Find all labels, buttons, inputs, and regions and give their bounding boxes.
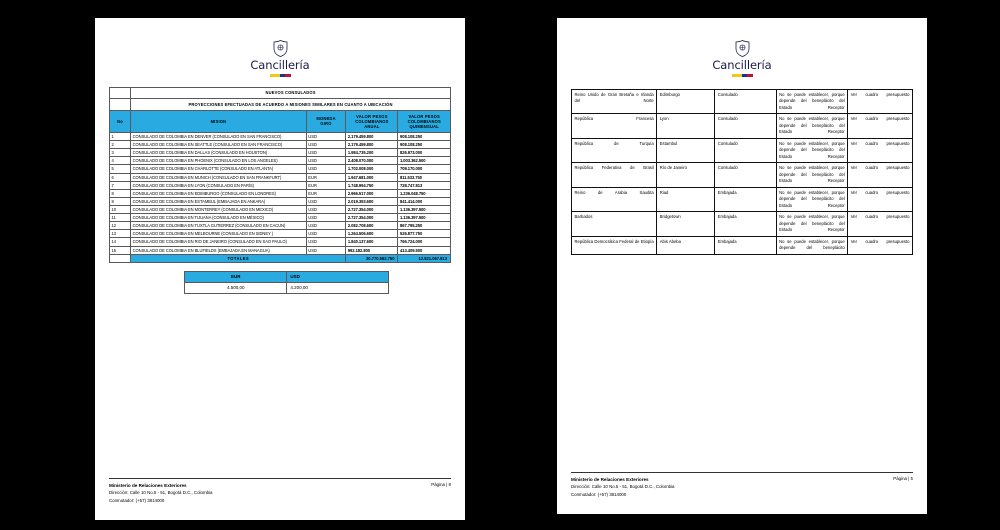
cell-row-number: 11	[110, 214, 131, 222]
cell-city: Lyon	[657, 114, 715, 139]
banner-spacer-cell	[110, 87, 131, 98]
cell-mission-name: CONSULADO DE COLOMBIA EN RIO DE JANEIRO (CONSULADO EN SAO PAULO)	[131, 238, 307, 246]
cell-biweekly-value: 709.170.000	[398, 165, 451, 173]
cell-reference-note: Ver cuadro presupuesto	[848, 89, 913, 114]
col-header-mision: MISION	[131, 110, 307, 132]
cell-currency: USD	[306, 214, 346, 222]
cell-mission-type: Embajada	[715, 187, 776, 212]
cell-row-number: 10	[110, 206, 131, 214]
table-row[interactable]	[572, 212, 913, 237]
cell-currency: USD	[306, 230, 346, 238]
cell-mission-name: CONSULADO DE COLOMBIA EN DALLAS (CONSULADO EN HOUSTON)	[131, 149, 307, 157]
rate-value-row	[185, 282, 389, 293]
cell-budget-note: No se puede establecer, porque depende del beneplácito del Estado Receptor	[776, 89, 848, 114]
table-row[interactable]	[110, 165, 451, 173]
cell-annual-value: 2.179.459.800	[346, 133, 398, 141]
cell-reference-note: Ver cuadro presupuesto	[848, 138, 913, 163]
cell-mission-name: CONSULADO DE COLOMBIA EN TUXTLA GUTIERREZ (CONSULADO EN CACUN)	[131, 222, 307, 230]
table-row[interactable]	[110, 222, 451, 230]
cell-annual-value: 2.727.354.000	[346, 214, 398, 222]
table-row[interactable]	[110, 133, 451, 141]
banner-spacer-cell	[110, 98, 131, 110]
table-header-row	[110, 110, 451, 132]
footer-divider	[571, 472, 913, 473]
cell-currency: USD	[306, 246, 346, 254]
cell-country: República Democrática Federal de Etiopía	[572, 236, 657, 254]
table-row[interactable]	[110, 181, 451, 189]
cell-currency: USD	[306, 197, 346, 205]
cell-reference-note: Ver cuadro presupuesto	[848, 236, 913, 254]
cell-city: Estambul	[657, 138, 715, 163]
cell-currency: EUR	[306, 173, 346, 181]
cell-country: República de Turquía	[572, 138, 657, 163]
cell-row-number: 7	[110, 181, 131, 189]
cell-mission-name: CONSULADO DE COLOMBIA EN ESTAMBUL (EMBAJADA EN ANKARA)	[131, 197, 307, 205]
table-row[interactable]	[572, 138, 913, 163]
cell-budget-note: No se puede establecer, porque depende del beneplácito del Estado Receptor	[776, 187, 848, 212]
table-row[interactable]	[572, 236, 913, 254]
shield-crest-icon	[735, 40, 750, 57]
cell-currency: USD	[306, 206, 346, 214]
cell-biweekly-value: 526.877.750	[398, 230, 451, 238]
cell-city: Bridgetown	[657, 212, 715, 237]
cell-annual-value: 2.179.459.800	[346, 141, 398, 149]
cell-mission-name: CONSULADO DE COLOMBIA EN LYON (CONSULADO EN PARÍS)	[131, 181, 307, 189]
cell-mission-type: Consulado	[715, 114, 776, 139]
totals-spacer-cell	[110, 254, 131, 262]
cell-currency: USD	[306, 238, 346, 246]
banner-title: NUEVOS CONSULADOS	[131, 87, 451, 98]
cell-annual-value: 1.947.681.000	[346, 173, 398, 181]
col-header-quimensual: VALOR PESOS COLOMBIANOS QUIMENSUAL	[398, 110, 451, 132]
table-row[interactable]	[572, 89, 913, 114]
rate-header-row	[185, 271, 389, 282]
cell-mission-type: Consulado	[715, 89, 776, 114]
cell-mission-name: CONSULADO DE COLOMBIA EN SEATTLE (CONSULADO EN SAN FRANCISCO)	[131, 141, 307, 149]
footer-divider	[109, 478, 451, 479]
cell-row-number: 6	[110, 173, 131, 181]
exchange-rate-table[interactable]	[184, 271, 389, 294]
cell-row-number: 15	[110, 246, 131, 254]
footer-page-number-right: Página | 5	[893, 475, 913, 481]
page-footer-left	[109, 478, 451, 504]
table-row[interactable]	[572, 114, 913, 139]
cell-mission-name: CONSULADO DE COLOMBIA EN TIJUANA (CONSULADO EN MÉXICO)	[131, 214, 307, 222]
document-page-right[interactable]	[557, 18, 927, 514]
cell-mission-name: CONSULADO DE COLOMBIA EN BLUFIELDS (EMBAJADA EN MANAGUA)	[131, 246, 307, 254]
cell-city: Riad	[657, 187, 715, 212]
table-subbanner-row	[110, 98, 451, 110]
table-row[interactable]	[110, 149, 451, 157]
cell-row-number: 9	[110, 197, 131, 205]
totals-label: TOTALES	[131, 254, 346, 262]
cell-annual-value: 1.748.994.750	[346, 181, 398, 189]
letterhead-left	[109, 18, 451, 85]
table-row[interactable]	[110, 173, 451, 181]
footer-address: Dirección: Calle 10 No.5 - 51, Bogotá D.C., Colombia	[571, 484, 675, 490]
cell-biweekly-value: 811.533.750	[398, 173, 451, 181]
cell-biweekly-value: 1.236.048.750	[398, 189, 451, 197]
cell-annual-value: 2.082.708.600	[346, 222, 398, 230]
cell-biweekly-value: 908.108.250	[398, 141, 451, 149]
cell-mission-name: CONSULADO DE COLOMBIA EN DENVER (CONSULADO EN SAN FRANCISCO)	[131, 133, 307, 141]
cell-biweekly-value: 1.136.397.500	[398, 214, 451, 222]
footer-address: Dirección: Calle 10 No.5 - 51, Bogotá D.C., Colombia	[109, 490, 213, 496]
cell-biweekly-value: 826.973.000	[398, 149, 451, 157]
cell-mission-name: CONSULADO DE COLOMBIA EN CHARLOTTE (CONSULADO EN ATLANTA)	[131, 165, 307, 173]
cell-country: República Federativa de Brasil	[572, 163, 657, 188]
table-row[interactable]	[110, 157, 451, 165]
cell-row-number: 1	[110, 133, 131, 141]
cell-annual-value: 2.727.354.000	[346, 206, 398, 214]
cell-row-number: 12	[110, 222, 131, 230]
footer-page-number-left: Página | 8	[431, 481, 451, 487]
cell-mission-name: CONSULADO DE COLOMBIA EN EDIMBURGO (CONSULADO EN LONDRES)	[131, 189, 307, 197]
table-row[interactable]	[572, 163, 913, 188]
footer-organization: Ministerio de Relaciones Exteriores	[571, 476, 649, 482]
cell-annual-value: 1.840.137.600	[346, 238, 398, 246]
letterhead-right	[571, 18, 913, 85]
rate-value-usd: 4.200,00	[287, 282, 389, 293]
cell-biweekly-value: 841.414.000	[398, 197, 451, 205]
cell-mission-name: CONSULADO DE COLOMBIA EN MUNICH (CONSULADO EN SAN FRANKFURT)	[131, 173, 307, 181]
cell-biweekly-value: 413.409.500	[398, 246, 451, 254]
shield-crest-icon	[273, 40, 288, 57]
cell-mission-name: CONSULADO DE COLOMBIA EN MONTERREY (CONSULADO EN MEXICO)	[131, 206, 307, 214]
cell-mission-type: Embajada	[715, 236, 776, 254]
cell-annual-value: 1.984.735.200	[346, 149, 398, 157]
cell-mission-type: Consulado	[715, 138, 776, 163]
table-totals-row	[110, 254, 451, 262]
cell-reference-note: Ver cuadro presupuesto	[848, 114, 913, 139]
cell-budget-note: No se puede establecer, porque depende del beneplácito del Estado Receptor	[776, 138, 848, 163]
totals-annual-value: 30.770.562.750	[346, 254, 398, 262]
cell-row-number: 14	[110, 238, 131, 246]
banner-subtitle: PROYECCIONES EFECTUADAS DE ACUERDO A MISIONES SIMILARES EN CUANTO A UBICACIÓN	[131, 98, 451, 110]
colombia-flag-icon	[732, 74, 753, 77]
cell-row-number: 5	[110, 165, 131, 173]
cell-row-number: 4	[110, 157, 131, 165]
cell-country: República Francesa	[572, 114, 657, 139]
cell-country: Barbados	[572, 212, 657, 237]
page-footer-right	[571, 472, 913, 498]
cell-country: Reino Unido de Gran Bretaña e Irlanda del Norte	[572, 89, 657, 114]
cell-annual-value: 1.264.506.600	[346, 230, 398, 238]
document-page-left[interactable]	[95, 18, 465, 520]
cell-biweekly-value: 1.003.362.500	[398, 157, 451, 165]
cell-reference-note: Ver cuadro presupuesto	[848, 212, 913, 237]
cell-budget-note: No se puede establecer, porque depende del beneplácito	[776, 236, 848, 254]
cell-biweekly-value: 766.724.000	[398, 238, 451, 246]
cell-biweekly-value: 728.747.813	[398, 181, 451, 189]
col-header-moneda: MONEDA GIRO	[306, 110, 346, 132]
cell-annual-value: 992.182.800	[346, 246, 398, 254]
cell-row-number: 8	[110, 189, 131, 197]
cell-budget-note: No se puede establecer, porque depende del beneplácito del Estado Receptor	[776, 114, 848, 139]
cell-currency: EUR	[306, 181, 346, 189]
cell-mission-name: CONSULADO DE COLOMBIA EN PHOENIX (CONSULADO EN LOS ANGELES)	[131, 157, 307, 165]
cell-row-number: 3	[110, 149, 131, 157]
cell-biweekly-value: 867.795.250	[398, 222, 451, 230]
cell-annual-value: 2.966.517.000	[346, 189, 398, 197]
cell-biweekly-value: 1.136.397.500	[398, 206, 451, 214]
table-banner-row	[110, 87, 451, 98]
totals-biweekly-value: 12.821.067.813	[398, 254, 451, 262]
table-row[interactable]	[110, 230, 451, 238]
table-row[interactable]	[110, 197, 451, 205]
cell-mission-type: Consulado	[715, 163, 776, 188]
table-row[interactable]	[110, 141, 451, 149]
cell-currency: USD	[306, 141, 346, 149]
cell-city: Abis Abeba	[657, 236, 715, 254]
cell-country: Reino de Arabia Saudita	[572, 187, 657, 212]
col-header-no: No	[110, 110, 131, 132]
cell-currency: USD	[306, 165, 346, 173]
cell-mission-type: Embajada	[715, 212, 776, 237]
cell-annual-value: 1.702.008.000	[346, 165, 398, 173]
brand-wordmark: Cancillería	[250, 58, 310, 72]
cell-annual-value: 2.019.393.600	[346, 197, 398, 205]
footer-organization: Ministerio de Relaciones Exteriores	[109, 482, 187, 488]
cell-currency: USD	[306, 149, 346, 157]
cell-budget-note: No se puede establecer, porque depende del beneplácito del Estado Receptor	[776, 163, 848, 188]
footer-phone: Conmutador: (+57) 3814000	[109, 497, 165, 503]
brand-wordmark: Cancillería	[712, 58, 772, 72]
rate-value-eur: 4.500,00	[185, 282, 287, 293]
cell-row-number: 2	[110, 141, 131, 149]
cell-reference-note: Ver cuadro presupuesto	[848, 163, 913, 188]
table-row[interactable]	[110, 246, 451, 254]
cell-currency: EUR	[306, 189, 346, 197]
col-header-anual: VALOR PESOS COLOMBIANOS ANUAL	[346, 110, 398, 132]
cell-currency: USD	[306, 222, 346, 230]
table-row[interactable]	[110, 189, 451, 197]
cell-currency: USD	[306, 133, 346, 141]
footer-phone: Conmutador: (+57) 3814000	[571, 491, 627, 497]
table-row[interactable]	[572, 187, 913, 212]
cell-city: Edimburgo	[657, 89, 715, 114]
cell-reference-note: Ver cuadro presupuesto	[848, 187, 913, 212]
table-row[interactable]	[110, 214, 451, 222]
new-consulates-budget-table[interactable]	[109, 87, 451, 263]
rate-header-eur: EUR	[185, 271, 287, 282]
rate-header-usd: USD	[287, 271, 389, 282]
cell-currency: USD	[306, 157, 346, 165]
cell-row-number: 13	[110, 230, 131, 238]
table-row[interactable]	[110, 238, 451, 246]
table-row[interactable]	[110, 206, 451, 214]
colombia-flag-icon	[270, 74, 291, 77]
missions-location-table[interactable]	[571, 89, 913, 255]
cell-annual-value: 2.408.070.000	[346, 157, 398, 165]
cell-mission-name: CONSULADO DE COLOMBIA EN MELBOURNE (CONSULADO EN SIDNEY )	[131, 230, 307, 238]
cell-biweekly-value: 908.108.250	[398, 133, 451, 141]
cell-budget-note: No se puede establecer, porque depende del beneplácito del Estado Receptor	[776, 212, 848, 237]
cell-city: Río de Janeiro	[657, 163, 715, 188]
